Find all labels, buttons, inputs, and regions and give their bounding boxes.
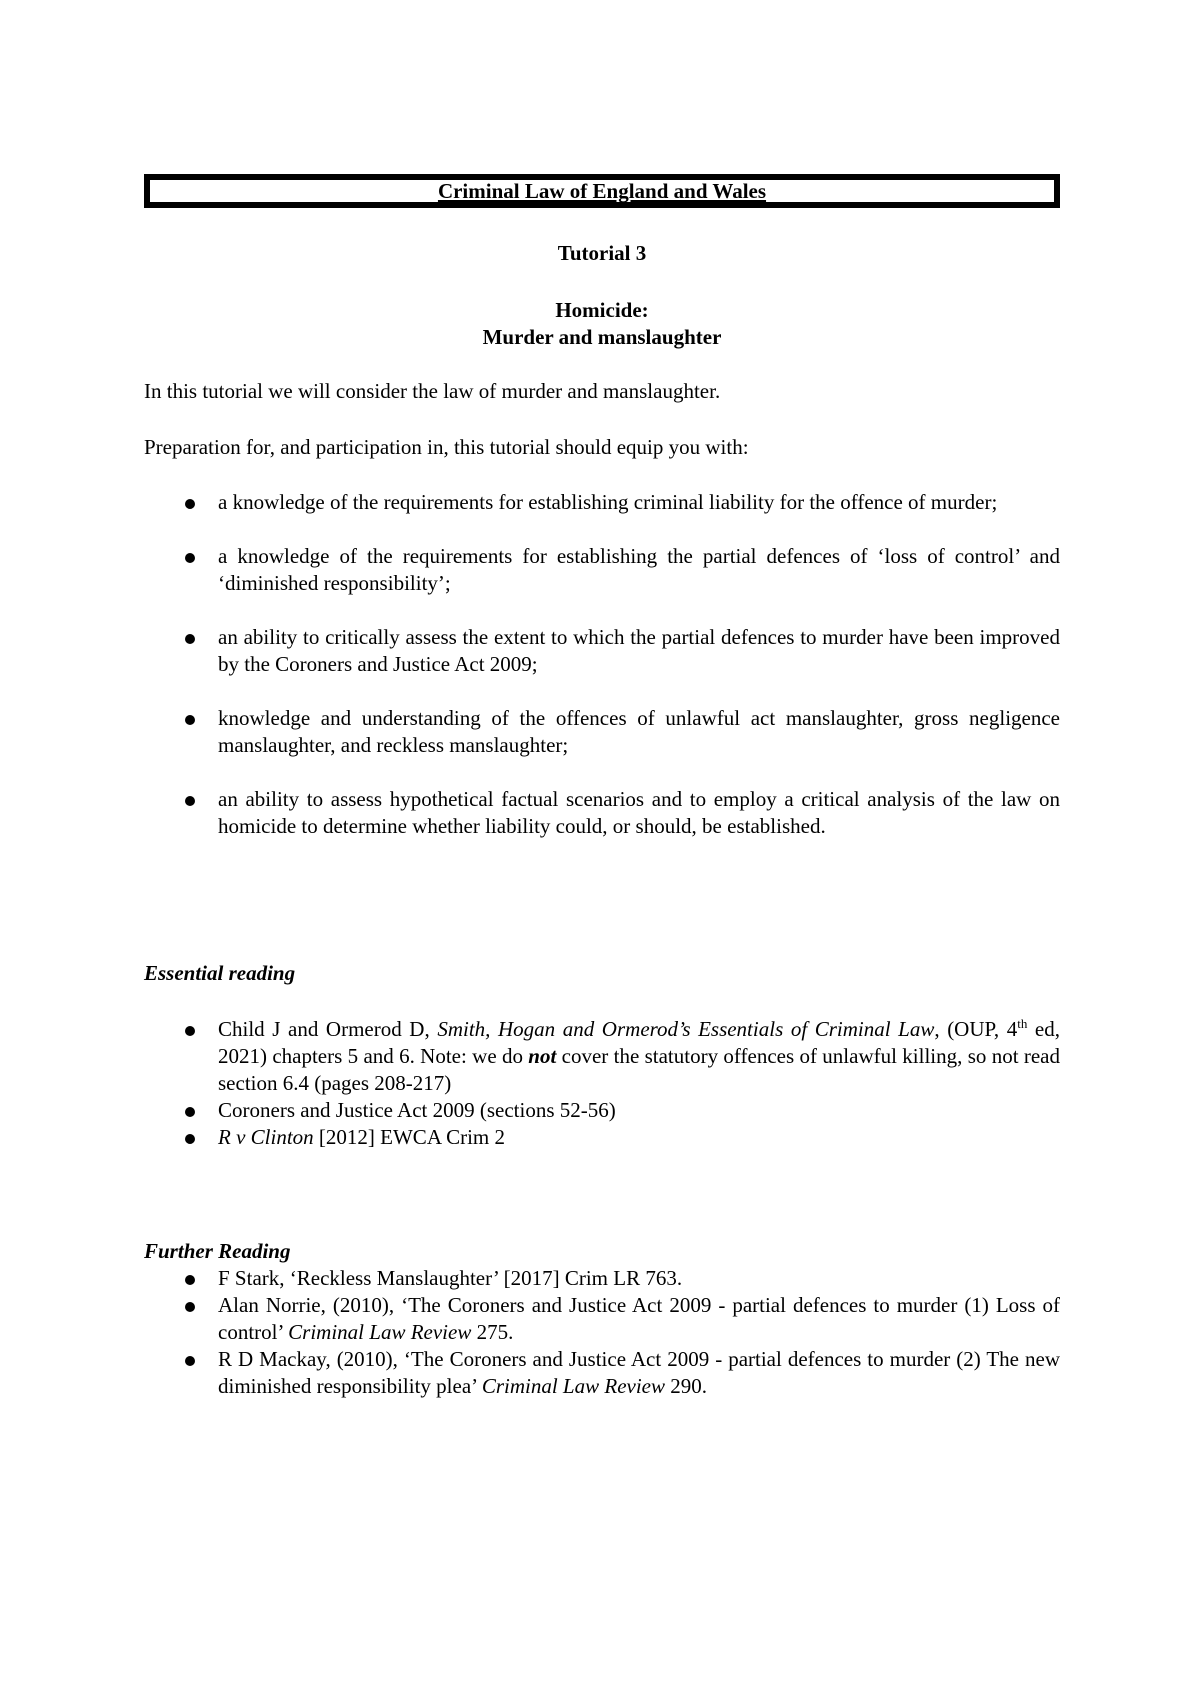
course-title: Criminal Law of England and Wales — [437, 178, 767, 203]
bullet-icon — [185, 499, 195, 509]
list-item: a knowledge of the requirements for establishing criminal liability for the offence of murder; — [144, 489, 1060, 516]
bullet-icon — [185, 1275, 195, 1285]
list-item: knowledge and understanding of the offences of unlawful act manslaughter, gross negligence manslaughter, and reckless manslaughter; — [144, 705, 1060, 759]
topic-heading-line2: Murder and manslaughter — [482, 325, 722, 349]
book-title: Smith, Hogan and Ormerod’s Essentials of Criminal Law — [437, 1017, 935, 1041]
list-item: R D Mackay, (2010), ‘The Coroners and Justice Act 2009 - partial defences to murder (2) The new diminished responsibility plea’ Criminal Law Review 290. — [144, 1346, 1060, 1400]
list-item: an ability to assess hypothetical factual scenarios and to employ a critical analysis of the law on homicide to determine whether liability could, or should, be established. — [144, 786, 1060, 840]
bullet-icon — [185, 796, 195, 806]
list-item: a knowledge of the requirements for establishing the partial defences of ‘loss of control’ and ‘diminished responsibility’; — [144, 543, 1060, 597]
essential-reading-list — [144, 1016, 1060, 1151]
bullet-icon — [185, 634, 195, 644]
bullet-icon — [185, 1356, 195, 1366]
intro-paragraph: In this tutorial we will consider the law of murder and manslaughter. — [144, 379, 721, 403]
bullet-icon — [185, 553, 195, 563]
further-reading-heading: Further Reading — [144, 1239, 291, 1263]
further-reading-list — [144, 1265, 1060, 1400]
case-name: R v Clinton — [218, 1125, 314, 1149]
objectives-list — [144, 489, 1060, 840]
bullet-icon — [185, 1134, 195, 1144]
list-item: F Stark, ‘Reckless Manslaughter’ [2017] Crim LR 763. — [144, 1265, 1060, 1292]
course-title-box — [144, 174, 1060, 208]
bullet-icon — [185, 1026, 195, 1036]
list-item: Child J and Ormerod D, Smith, Hogan and Ormerod’s Essentials of Criminal Law, (OUP, 4th ed, 2021) chapters 5 and 6. Note: we do not cover the statutory offences of unlawful killing, so not read section 6.4 (pages 208-217) — [144, 1016, 1060, 1097]
list-item: Alan Norrie, (2010), ‘The Coroners and Justice Act 2009 - partial defences to murder (1) Loss of control’ Criminal Law Review 275. — [144, 1292, 1060, 1346]
list-item: an ability to critically assess the extent to which the partial defences to murder have been improved by the Coroners and Justice Act 2009; — [144, 624, 1060, 678]
list-item: R v Clinton [2012] EWCA Crim 2 — [144, 1124, 1060, 1151]
bullet-icon — [185, 1107, 195, 1117]
preparation-paragraph: Preparation for, and participation in, this tutorial should equip you with: — [144, 435, 749, 459]
essential-reading-heading: Essential reading — [144, 961, 296, 985]
tutorial-number: Tutorial 3 — [557, 241, 647, 265]
list-item: Coroners and Justice Act 2009 (sections 52-56) — [144, 1097, 1060, 1124]
bullet-icon — [185, 715, 195, 725]
topic-heading-line1: Homicide: — [555, 298, 649, 322]
bullet-icon — [185, 1302, 195, 1312]
